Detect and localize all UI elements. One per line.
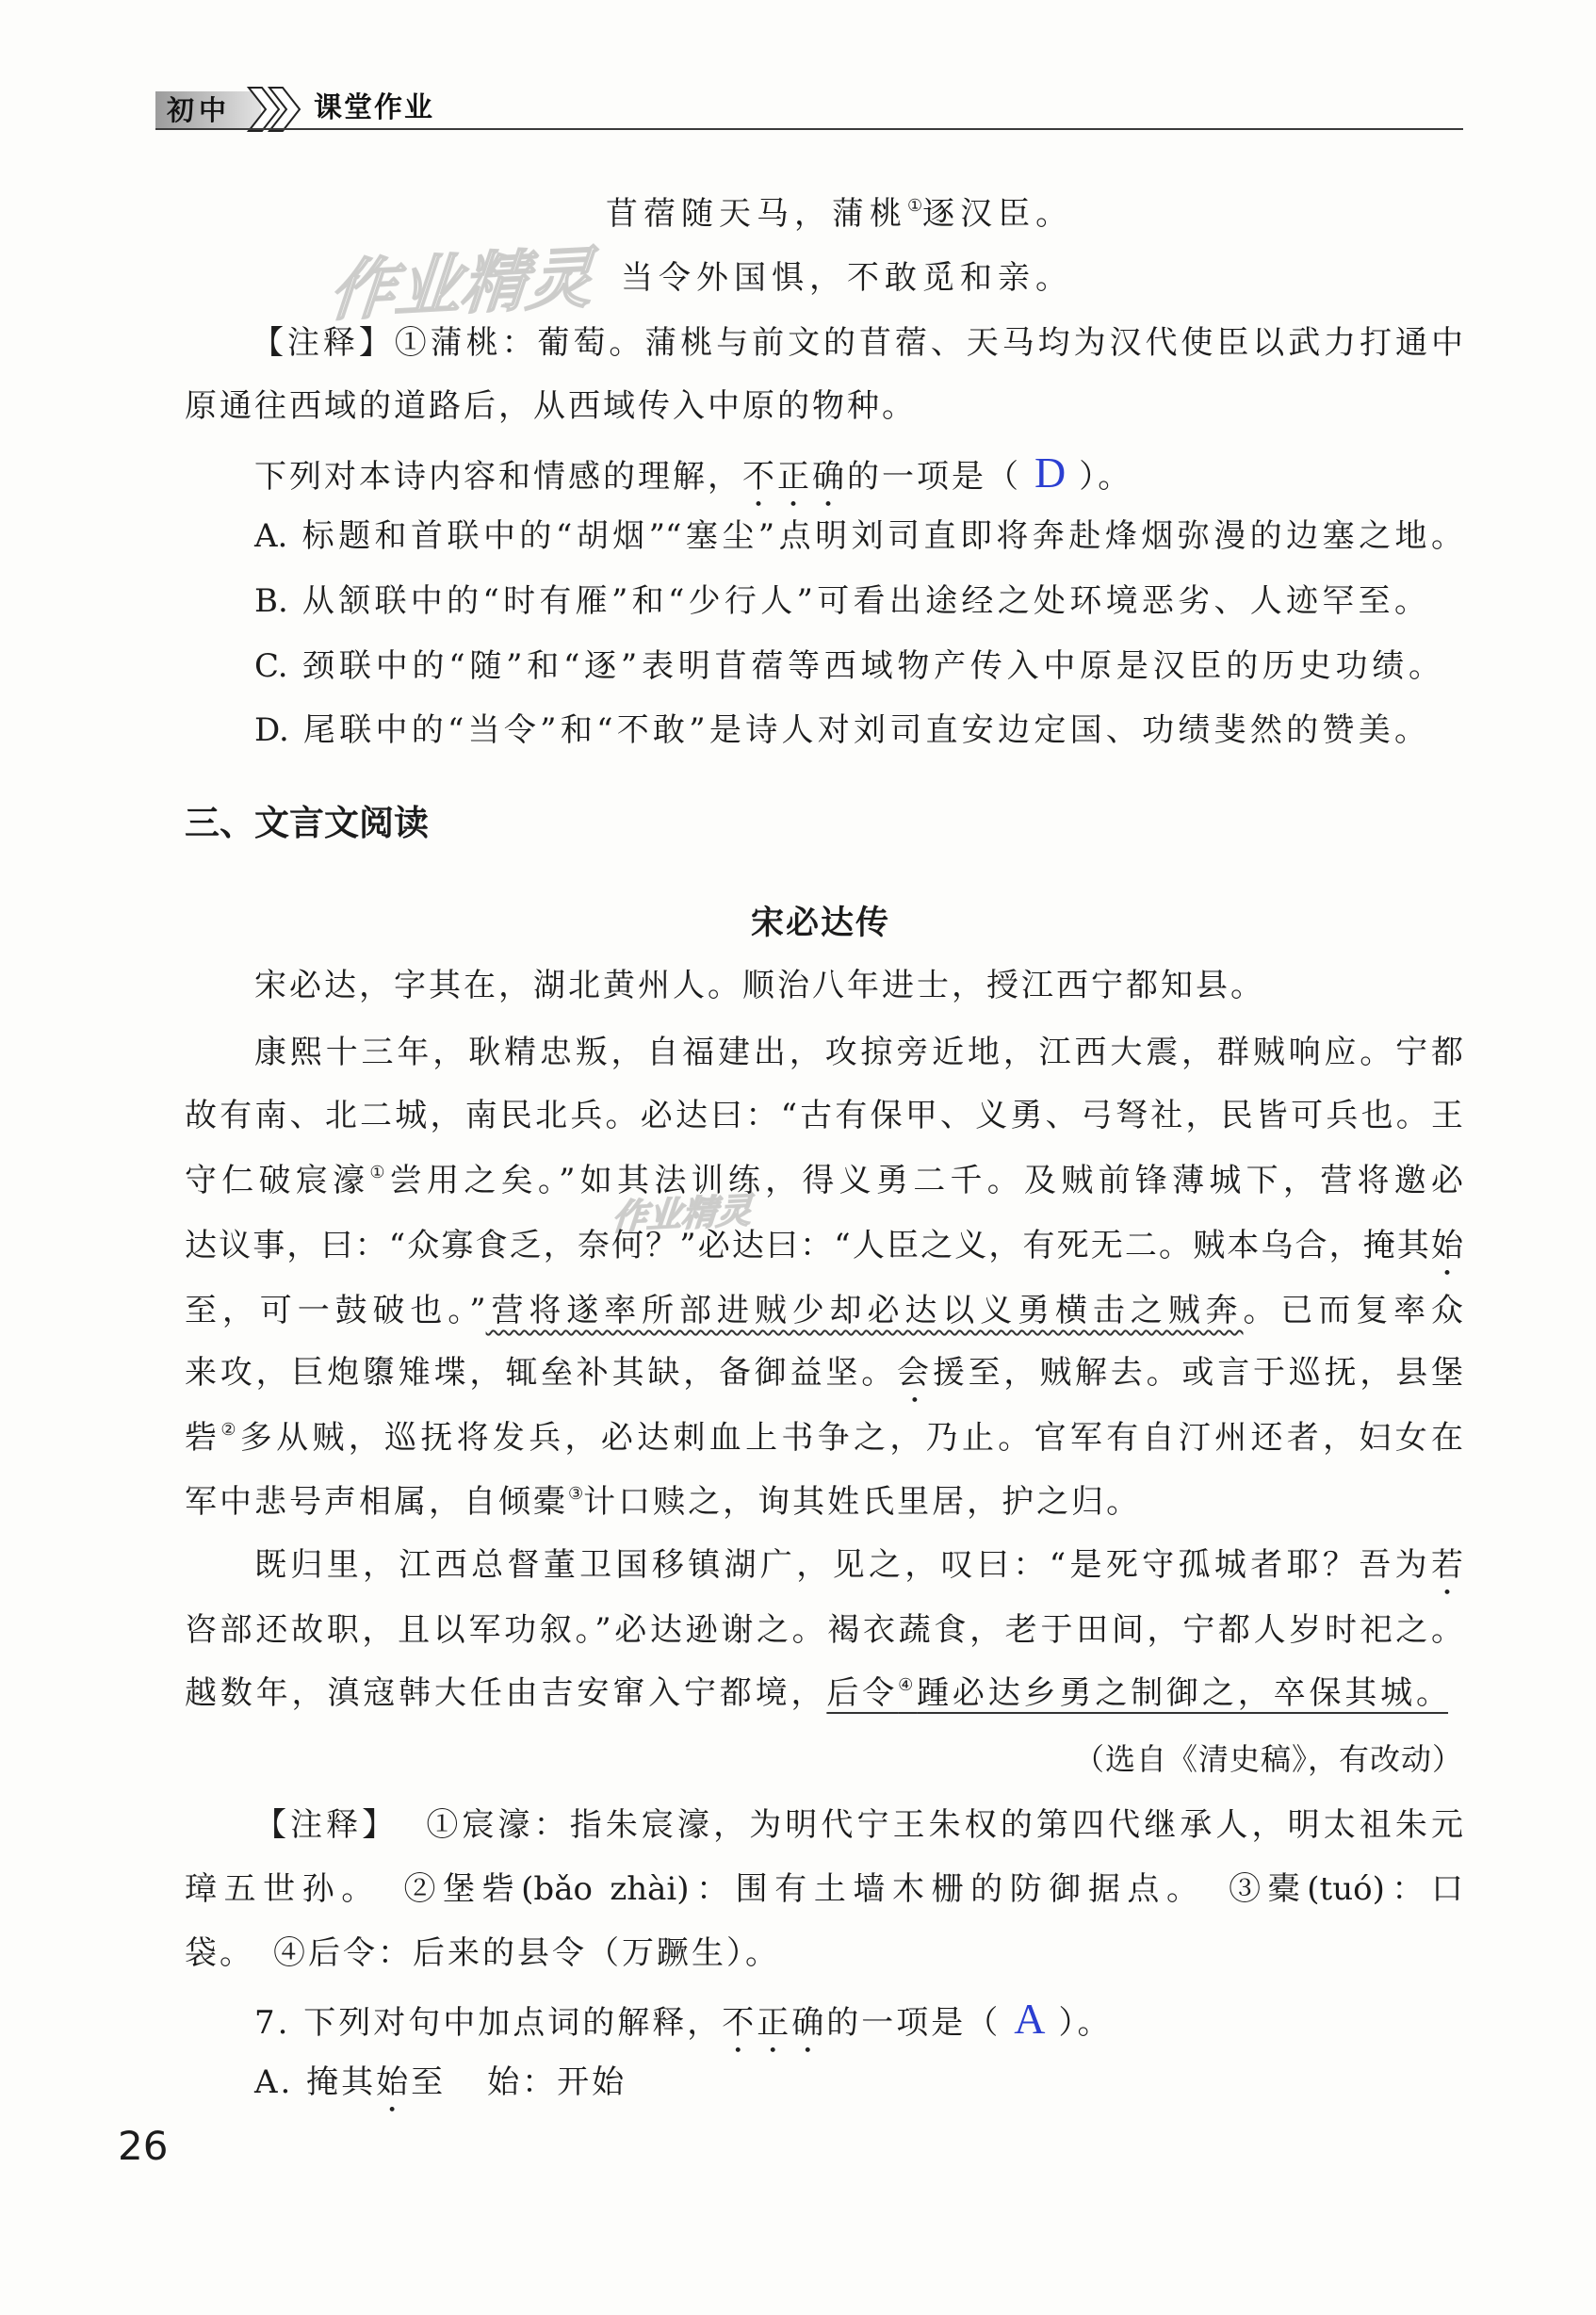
question-stem-text: ）。 — [1079, 458, 1133, 496]
option-c: C. 颈联中的“随”和“逐”表明苜蓿等西域物产传入中原是汉臣的历史功绩。 — [254, 647, 1441, 685]
source-citation: （选自《清史稿》，有改动） — [1073, 1741, 1463, 1777]
footnote-marker: ① — [907, 196, 923, 216]
article-text: 越数年，滇寇韩大任由吉安窜入宁都境， — [185, 1674, 827, 1712]
option-d: D. 尾联中的“当令”和“不敢”是诗人对刘司直安边定国、功绩斐然的赞美。 — [254, 711, 1426, 749]
option-b: B. 从颔联中的“时有雁”和“少行人”可看出途经之处环境恶劣、人迹罕至。 — [254, 582, 1426, 620]
article-line — [185, 1345, 1463, 1401]
question-stem — [254, 1991, 1112, 2047]
note-line: 璋五世孙。 ②堡砦(bǎo zhài)：围有土墙木栅的防御据点。 ③橐(tuó)：口 — [185, 1870, 1463, 1908]
poem-note-line: 原通往西域的道路后，从西域传入中原的物种。 — [185, 387, 917, 425]
double-chevron-right-icon — [247, 86, 313, 133]
page-number: 26 — [118, 2123, 169, 2169]
article-text: 援至，贼解去。或言于巡抚，县堡 — [932, 1354, 1464, 1392]
series-title: 课堂作业 — [314, 91, 434, 124]
article-text: 来攻，巨炮隳雉堞，辄垒补其缺，备御益坚。 — [185, 1354, 897, 1392]
article-text: 砦 — [185, 1419, 221, 1457]
footnote-marker: ② — [220, 1420, 240, 1440]
emphasized-text: 会 — [897, 1354, 933, 1392]
poem-line-1-text: 苜蓿随天马，蒲桃 — [606, 195, 907, 233]
poem-line-2: 当令外国惧，不敢觅和亲。 — [621, 259, 1073, 297]
article-text: 多从贼，巡抚将发兵，必达刺血上书争之，乃止。官军有自汀州还者，妇女在 — [239, 1419, 1464, 1457]
article-line: 康熙十三年，耿精忠叛，自福建出，攻掠旁近地，江西大震，群贼响应。宁都 — [254, 1034, 1463, 1071]
note-line — [254, 1797, 1463, 1853]
underlined-sentence — [826, 1674, 1448, 1712]
question-stem-text: ）。 — [1058, 2004, 1113, 2042]
poem-line-1-text: 逐汉臣。 — [922, 195, 1074, 233]
note-text: ①宸濠：指朱宸濠，为明代宁王朱权的第四代继承人，明太祖朱元 — [426, 1806, 1463, 1844]
article-text: 既归里，江西总督董卫国移镇湖广，见之，叹曰：“是死守孤城者耶？吾为 — [254, 1546, 1431, 1584]
article-line — [185, 1410, 1463, 1466]
emphasized-text: 若 — [1431, 1546, 1463, 1584]
article-title: 宋必达传 — [751, 905, 891, 942]
emphasized-text: 不正确 — [722, 2004, 827, 2042]
emphasized-text: 始 — [376, 2063, 412, 2101]
article-line — [185, 1665, 1448, 1721]
option-text: A. 掩其 — [254, 2063, 377, 2101]
emphasized-text: 不正确 — [742, 458, 847, 496]
article-line — [185, 1217, 1463, 1274]
handwritten-answer: A — [1014, 1995, 1046, 2043]
article-text: 达议事，曰：“众寡食乏，奈何？”必达曰：“人臣之义，有死无二。贼本乌合，掩其 — [185, 1227, 1431, 1264]
article-text: 踵必达乡勇之制御之，卒保其城。 — [917, 1674, 1449, 1712]
article-line: 故有南、北二城，南民北兵。必达曰：“古有保甲、义勇、弓弩社，民皆可兵也。王 — [185, 1097, 1463, 1134]
option-text: 至 — [411, 2063, 447, 2101]
question-stem-text: 7. 下列对句中加点词的解释， — [254, 2004, 723, 2042]
note-label: 【注释】 — [254, 1806, 399, 1844]
watermark: 作业精灵 — [326, 238, 596, 331]
article-line — [254, 1537, 1463, 1593]
question-stem-text: 的一项是（ — [826, 2004, 1002, 2042]
poem-line-1 — [606, 186, 1073, 242]
handwritten-answer: D — [1034, 448, 1067, 497]
question-stem-text: 下列对本诗内容和情感的理解， — [254, 458, 742, 496]
section-heading: 三、文言文阅读 — [185, 803, 429, 843]
question-stem — [254, 445, 1132, 501]
option-gloss: 始：开始 — [487, 2063, 627, 2101]
footnote-marker: ③ — [568, 1484, 584, 1504]
article-text: 至，可一鼓破也。” — [185, 1292, 486, 1329]
wavy-underlined-sentence: 营将遂率所部进贼少却必达以义勇横击之贼奔 — [485, 1292, 1244, 1329]
poem-note-line: 【注释】①蒲桃：葡萄。蒲桃与前文的苜蓿、天马均为汉代使臣以武力打通中 — [252, 324, 1463, 362]
option-a — [254, 2054, 627, 2111]
article-line: 咨部还故职，且以军功叙。”必达逊谢之。褐衣蔬食，老于田间，宁都人岁时祀之。 — [185, 1611, 1463, 1649]
grade-level-tab — [155, 91, 261, 129]
article-line: 宋必达，字其在，湖北黄州人。顺治八年进士，授江西宁都知县。 — [254, 967, 1265, 1004]
article-text: 计口赎之，询其姓氏里居，护之归。 — [583, 1483, 1142, 1521]
header-rule — [155, 128, 1463, 130]
question-stem-text: 的一项是（ — [847, 458, 1021, 496]
article-line — [185, 1282, 1463, 1339]
article-text: 。已而复率众 — [1243, 1292, 1464, 1329]
note-line: 袋。 ④后令：后来的县令（万蹶生）。 — [185, 1934, 780, 1972]
grade-level-label: 初中 — [167, 94, 232, 126]
emphasized-text: 始 — [1431, 1227, 1463, 1264]
article-text: 军中悲号声相属，自倾橐 — [185, 1483, 568, 1521]
article-text: 守仁破宸濠 — [185, 1162, 370, 1199]
article-text: 尝用之矣。”如其法训练，得义勇二千。及贼前锋薄城下，营将邀必 — [389, 1162, 1464, 1199]
watermark: 作业精灵 — [610, 1190, 754, 1239]
footnote-marker: ① — [369, 1163, 390, 1182]
footnote-marker: ④ — [898, 1675, 918, 1695]
article-text: 后令 — [826, 1674, 899, 1712]
article-line — [185, 1152, 1463, 1209]
option-a: A. 标题和首联中的“胡烟”“塞尘”点明刘司直即将奔赴烽烟弥漫的边塞之地。 — [254, 517, 1463, 555]
article-line — [185, 1474, 1141, 1530]
